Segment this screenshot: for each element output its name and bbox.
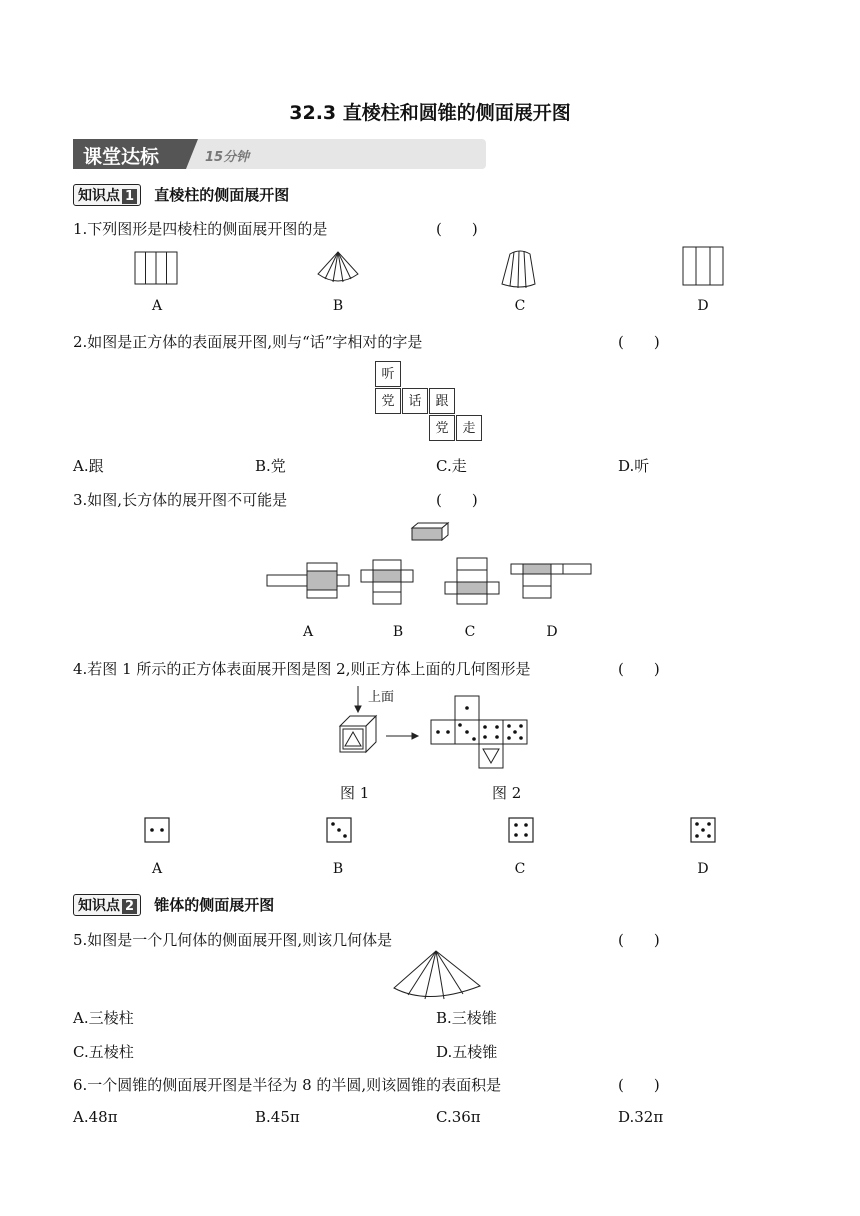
question-3: 3.如图,长方体的展开图不可能是	[73, 491, 288, 509]
q4-figures	[330, 684, 530, 774]
net-cell: 党	[429, 415, 455, 441]
net-cell: 话	[402, 388, 428, 414]
banner-title: 课堂达标	[83, 146, 160, 168]
arrow-down	[355, 686, 361, 712]
q2-option-d: D.听	[618, 457, 650, 475]
knowledge-tag: 知识点 1	[73, 184, 141, 206]
q1-label-d: D	[697, 298, 709, 314]
question-2: 2.如图是正方体的表面展开图,则与“话”字相对的字是	[73, 333, 423, 351]
q4-label-c: C	[514, 861, 526, 877]
q5-option-a: A.三棱柱	[73, 1009, 134, 1027]
cube-net	[375, 361, 485, 443]
net-cell: 党	[375, 388, 401, 414]
section-banner	[73, 139, 486, 169]
cube-net-dots	[431, 696, 527, 768]
question-1: 1.下列图形是四棱柱的侧面展开图的是	[73, 220, 328, 238]
q5-option-d: D.五棱锥	[436, 1043, 498, 1061]
q1-label-b: B	[332, 298, 344, 314]
q3-label-b: B	[392, 624, 404, 640]
answer-paren: ( )	[618, 333, 660, 351]
q3-net-c	[445, 558, 499, 604]
figure-2-caption: 图 2	[492, 784, 522, 802]
q3-net-a	[267, 563, 349, 598]
q3-figures	[265, 518, 600, 610]
net-cell: 走	[456, 415, 482, 441]
answer-paren: ( )	[618, 1076, 660, 1094]
q4-label-a: A	[151, 861, 163, 877]
pyramid-net	[388, 948, 488, 1004]
knowledge-point-2	[73, 894, 274, 916]
cuboid-figure	[412, 523, 448, 540]
q3-label-c: C	[464, 624, 476, 640]
answer-paren: ( )	[436, 220, 478, 238]
question-6: 6.一个圆锥的侧面展开图是半径为 8 的半圆,则该圆锥的表面积是	[73, 1076, 502, 1094]
q5-option-c: C.五棱柱	[73, 1043, 134, 1061]
q6-option-b: B.45π	[255, 1108, 300, 1126]
page-title: 32.3 直棱柱和圆锥的侧面展开图	[289, 102, 571, 124]
q3-net-d	[511, 564, 591, 598]
banner-time: 15分钟	[205, 150, 250, 165]
cube-figure	[340, 716, 376, 752]
net-cell: 跟	[429, 388, 455, 414]
arrow-right	[386, 733, 418, 739]
q4-label-b: B	[332, 861, 344, 877]
question-5: 5.如图是一个几何体的侧面展开图,则该几何体是	[73, 931, 393, 949]
q4-label-d: D	[697, 861, 709, 877]
knowledge-tag: 知识点 2	[73, 894, 141, 916]
q1-figure-b	[318, 252, 358, 282]
answer-paren: ( )	[436, 491, 478, 509]
q1-figure-c	[502, 251, 535, 288]
q2-option-b: B.党	[255, 457, 286, 475]
question-4: 4.若图 1 所示的正方体表面展开图是图 2,则正方体上面的几何图形是	[73, 660, 531, 678]
q2-option-c: C.走	[436, 457, 467, 475]
q3-label-d: D	[546, 624, 558, 640]
figure-1-caption: 图 1	[340, 784, 370, 802]
q6-option-d: D.32π	[618, 1108, 664, 1126]
q3-label-a: A	[302, 624, 314, 640]
q2-option-a: A.跟	[73, 457, 104, 475]
q1-figure-d	[683, 247, 723, 285]
q6-option-c: C.36π	[436, 1108, 481, 1126]
knowledge-title: 锥体的侧面展开图	[154, 896, 275, 914]
q5-option-b: B.三棱锥	[436, 1009, 497, 1027]
top-face-label: 上面	[368, 690, 395, 705]
q4-options	[140, 815, 720, 847]
q6-option-a: A.48π	[73, 1108, 118, 1126]
q3-net-b	[361, 560, 413, 604]
net-cell: 听	[375, 361, 401, 387]
answer-paren: ( )	[618, 931, 660, 949]
q1-label-a: A	[151, 298, 163, 314]
answer-paren: ( )	[618, 660, 660, 678]
q1-figure-a	[135, 252, 177, 284]
knowledge-title: 直棱柱的侧面展开图	[154, 186, 290, 204]
q1-figures	[130, 244, 730, 290]
knowledge-point-1	[73, 184, 289, 206]
q1-label-c: C	[514, 298, 526, 314]
